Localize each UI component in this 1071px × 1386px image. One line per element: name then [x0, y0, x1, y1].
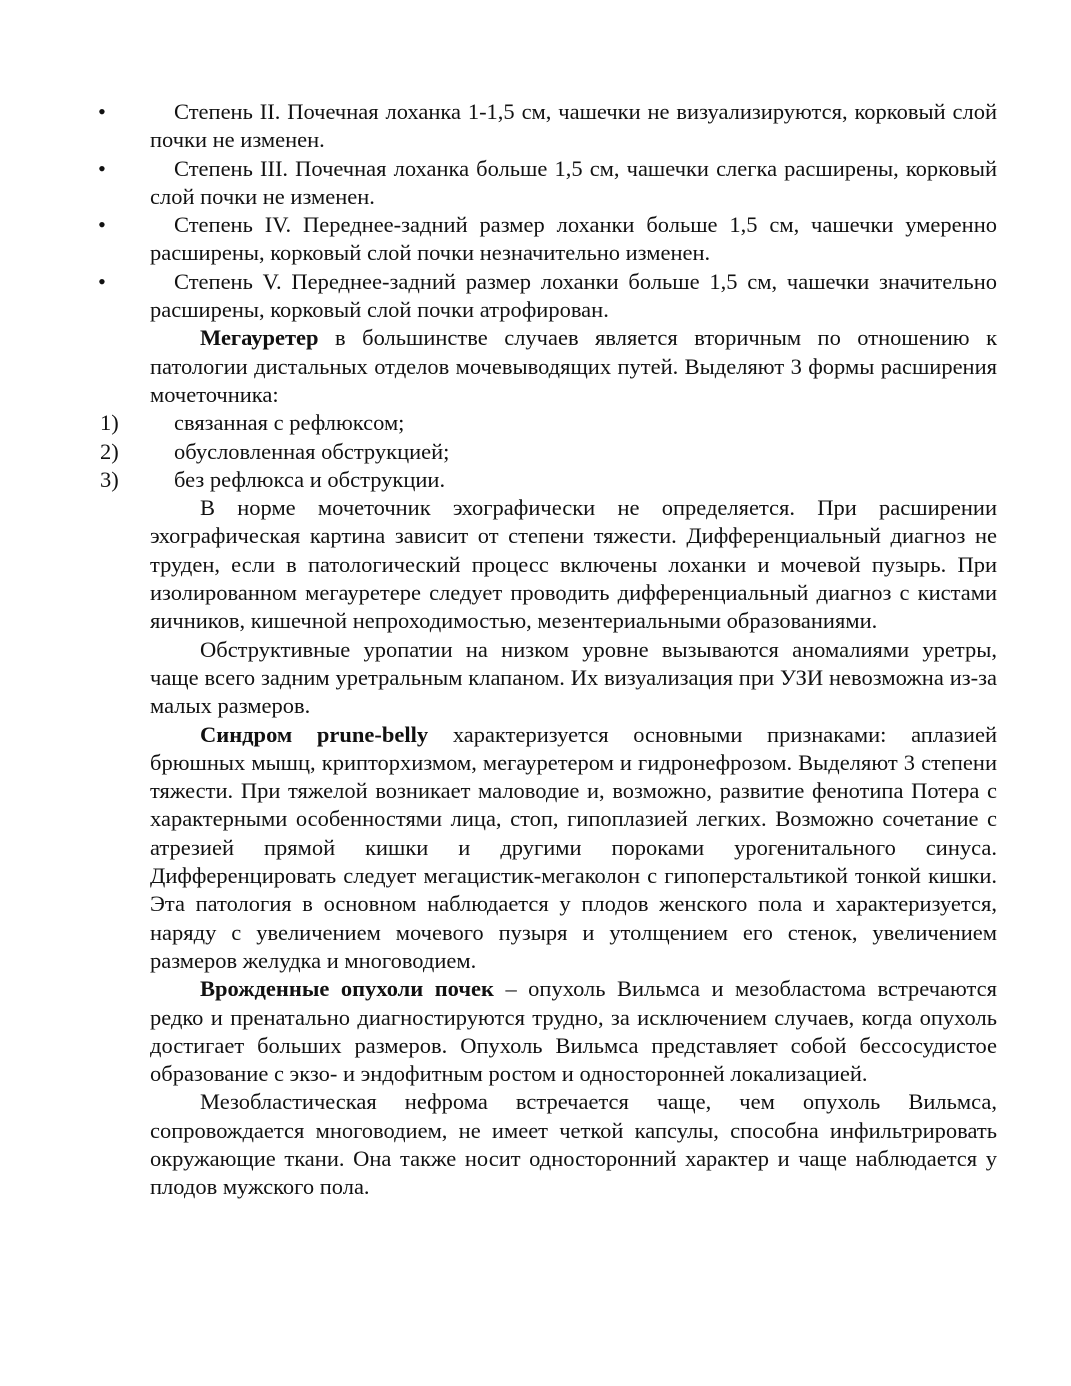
norm-paragraph: В норме мочеточник эхографически не определяется. При расширении эхографическая картина зависит от степени тяжести. Дифференциальный диагноз не труден, если в патологический процесс включены лоханки и мочевой пузырь. При изолированном мегауретере следует проводить дифференциальный диагноз с кистами яичников, кишечной непроходимостью, мезентериальными образованиями. [150, 495, 997, 634]
bullet-marker: • [98, 268, 106, 294]
number-marker: 1) [100, 410, 119, 436]
list-item [98, 211, 997, 268]
hydronephrosis-grade-list [98, 98, 997, 324]
list-item-text: Степень III. Почечная лоханка больше 1,5 см, чашечки слегка расширены, корковый слой почки не изменен. [150, 155, 997, 209]
list-item [98, 155, 997, 212]
list-item [100, 409, 997, 437]
list-item [100, 466, 997, 494]
kidney-tumors-term: Врожденные опухоли почек [200, 976, 494, 1002]
mesoblastic-nephroma-paragraph: Мезобластическая нефрома встречается чаще, чем опухоль Вильмса, сопровождается многоводием, не имеет четкой капсулы, способна инфильтрировать окружающие ткани. Она также носит односторонний характер и чаще наблюдается у плодов мужского пола. [150, 1089, 997, 1200]
megaureter-term: Мегауретер [200, 325, 319, 351]
number-marker: 2) [100, 438, 119, 464]
obstructive-uropathy-paragraph: Обструктивные уропатии на низком уровне вызываются аномалиями уретры, чаще всего задним уретральным клапаном. Их визуализация при УЗИ невозможна из-за малых размеров. [150, 636, 997, 719]
document-body [98, 98, 997, 1202]
bullet-marker: • [98, 155, 106, 181]
megaureter-text: в большинстве случаев является вторичным по отношению к патологии дистальных отделов мочевыводящих путей. Выделяют 3 формы расширения мочеточника: [150, 325, 997, 407]
bullet-marker: • [98, 212, 106, 238]
list-item-text: Степень V. Переднее-задний размер лоханки больше 1,5 см, чашечки значительно расширены, корковый слой почки атрофирован. [150, 268, 997, 323]
prune-belly-paragraph [150, 721, 997, 976]
kidney-tumors-paragraph [150, 975, 997, 1088]
document-page [0, 98, 1071, 1202]
list-item-text: связанная с рефлюксом; [174, 410, 405, 436]
prune-belly-term: Синдром prune-belly [200, 721, 429, 747]
kidney-tumors-text: – опухоль Вильмса и мезобластома встречаются редко и пренатально диагностируются трудно, за исключением случаев, когда опухоль достигает больших размеров. Опухоль Вильмса представляет собой бессосудистое образование с экзо- и эндофитным ростом и односторонней локализацией. [150, 976, 997, 1087]
list-item [98, 268, 997, 325]
bullet-marker: • [98, 99, 106, 124]
list-item-text: обусловленная обструкцией; [174, 438, 450, 464]
list-item [100, 438, 997, 466]
list-item-text: Степень IV. Переднее-задний размер лоханки больше 1,5 см, чашечки умеренно расширены, корковый слой почки незначительно изменен. [150, 212, 997, 266]
prune-belly-text: характеризуется основными признаками: аплазией брюшных мышц, крипторхизмом, мегауретером и гидронефрозом. Выделяют 3 степени тяжести. При тяжелой возникает маловодие и, возможно, развитие фенотипа Потера с характерными особенностями лица, стоп, гипоплазией легких. Возможно сочетание с атрезией прямой кишки и другими пороками урогенитального синуса. Дифференцировать следует мегацистик-мегаколон с гипоперстальтикой тонкой кишки. Эта патология в основном наблюдается у плодов женского пола и характеризуется, наряду с увеличением мочевого пузыря и утолщением его стенок, увеличением размеров желудка и многоводием. [150, 721, 997, 973]
ureter-forms-list [100, 409, 997, 494]
list-item [98, 98, 997, 155]
list-item-text: Степень II. Почечная лоханка 1-1,5 см, чашечки не визуализируются, корковый слой почки не изменен. [150, 99, 997, 153]
number-marker: 3) [100, 466, 119, 492]
list-item-text: без рефлюкса и обструкции. [174, 466, 446, 492]
megaureter-paragraph [150, 324, 997, 409]
